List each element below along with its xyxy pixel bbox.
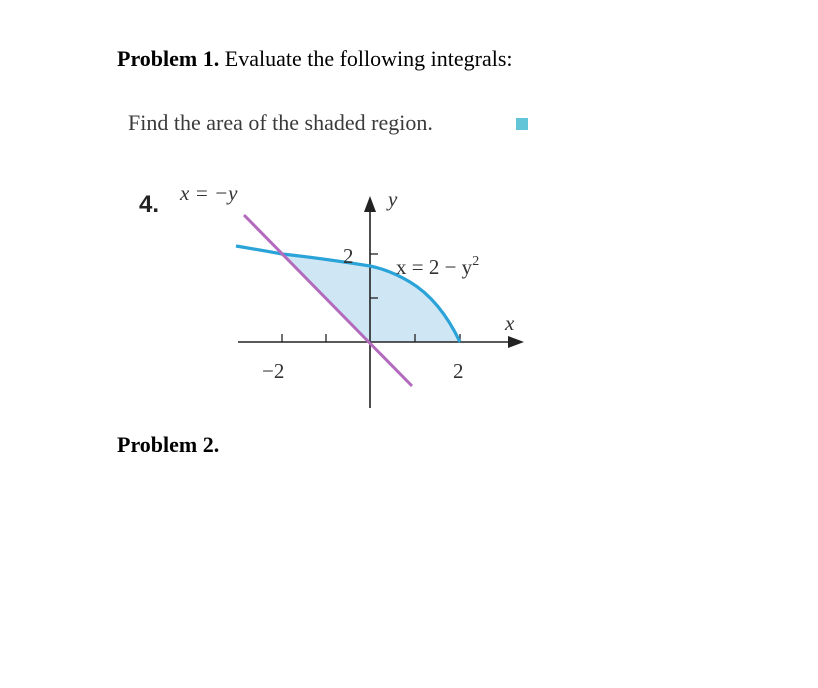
x-axis-label: x	[505, 311, 515, 335]
x-tick-neg-label: −2	[262, 359, 285, 383]
y-axis-label: y	[388, 187, 398, 211]
figure-number: 4.	[139, 191, 160, 218]
curve-label-main: x = 2 − y	[396, 255, 473, 279]
x-tick-pos-label: 2	[453, 359, 464, 383]
x-axis-arrow-icon	[508, 336, 524, 348]
y-axis-arrow-icon	[364, 196, 376, 212]
problem-1-label: Problem 1.	[117, 46, 220, 71]
problem-2-heading	[117, 430, 219, 460]
problem-1-text: Evaluate the following integrals:	[224, 46, 513, 71]
curve-label-exponent: 2	[472, 254, 480, 269]
curve-label	[396, 254, 479, 279]
y-tick-label: 2	[343, 244, 354, 268]
line-label: x = −y	[180, 181, 238, 205]
problem-2-label: Problem 2.	[117, 432, 220, 457]
instruction-text: Find the area of the shaded region.	[128, 110, 433, 135]
